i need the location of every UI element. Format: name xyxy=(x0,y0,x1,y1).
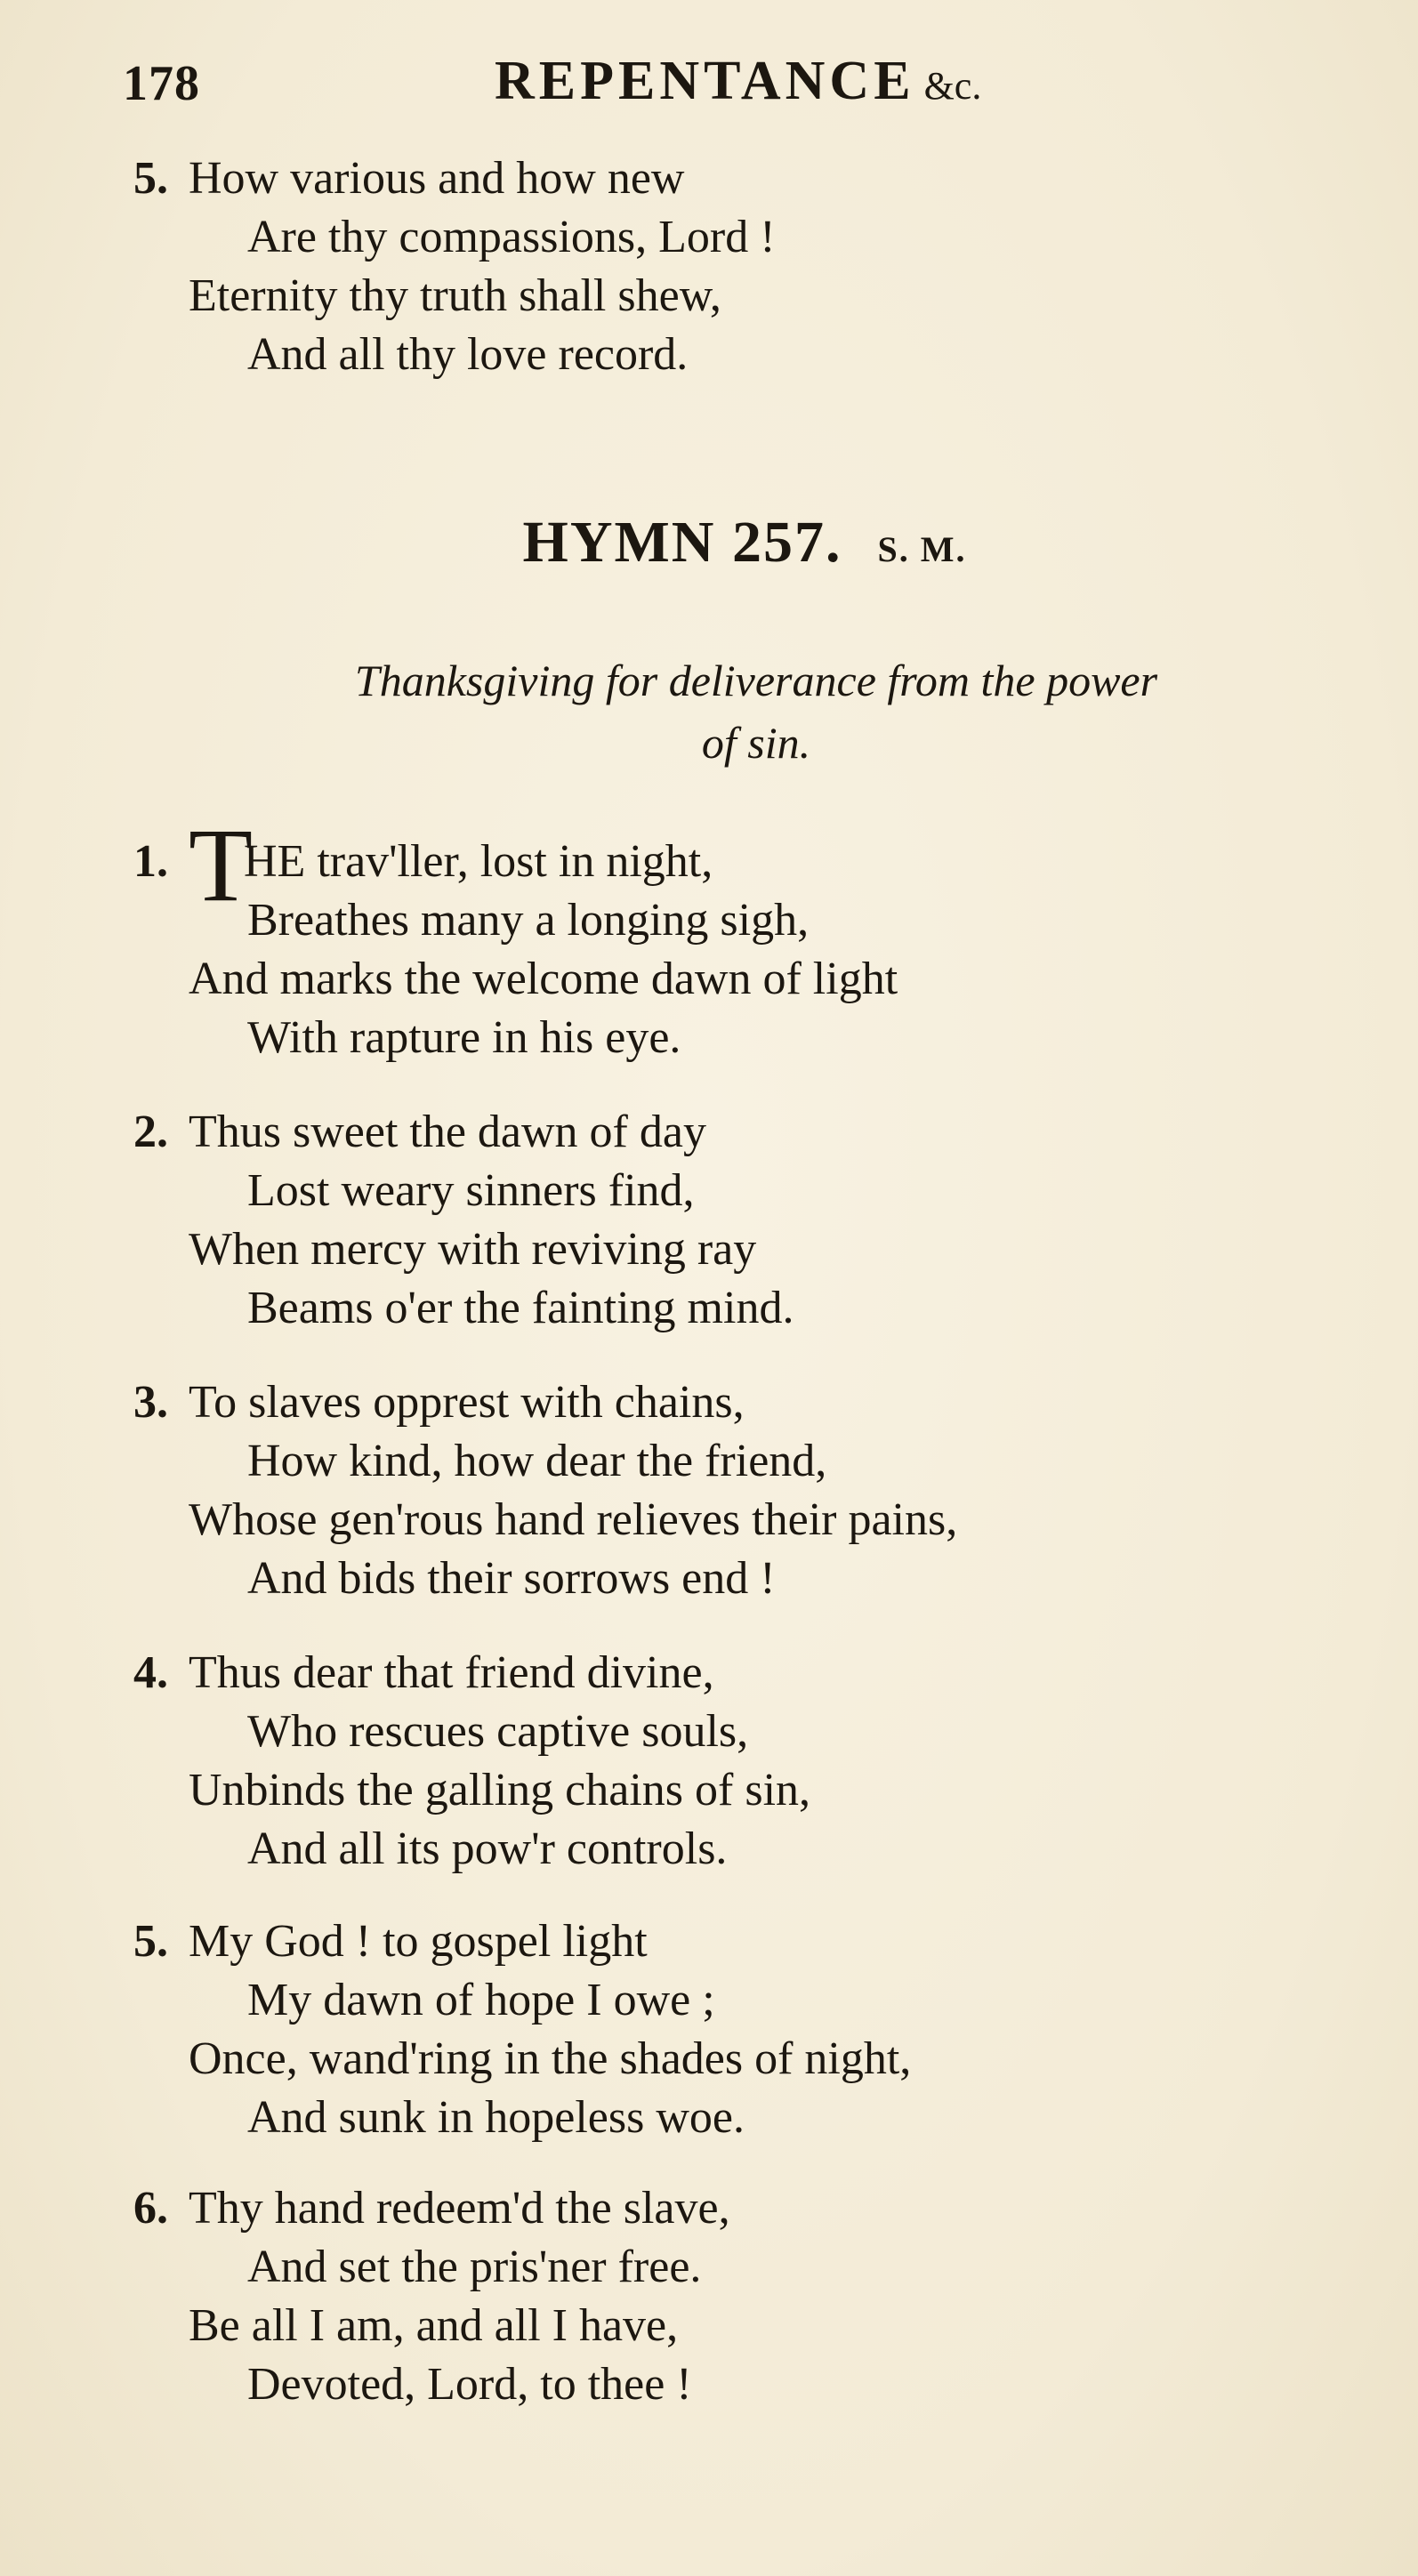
hymn-stanza-3 xyxy=(133,1373,1290,1608)
stanza-number: 4. xyxy=(133,1647,168,1698)
hymn-subtitle xyxy=(187,649,1325,774)
verse-line xyxy=(133,1912,1290,1971)
stanza-number: 1. xyxy=(133,836,168,887)
verse-text: Thus dear that friend divine, xyxy=(189,1647,714,1698)
hymn-subtitle-line: of sin. xyxy=(701,718,811,768)
stanza-number: 2. xyxy=(133,1107,168,1157)
verse-line: And all thy love record. xyxy=(247,329,689,380)
hymn-stanza-1 xyxy=(133,807,1290,1067)
verse-text: To slaves opprest with chains, xyxy=(189,1377,745,1428)
verse-line: My dawn of hope I owe ; xyxy=(247,1975,715,2025)
verse-line: Unbinds the galling chains of sin, xyxy=(189,1765,811,1815)
page-number: 178 xyxy=(123,56,200,111)
drop-cap: T xyxy=(189,807,254,923)
verse-line: Be all I am, and all I have, xyxy=(189,2300,679,2351)
verse-line: And sunk in hopeless woe. xyxy=(247,2092,745,2143)
verse-line: With rapture in his eye. xyxy=(247,1012,681,1063)
stanza-number: 5. xyxy=(133,1916,168,1967)
verse-line: And bids their sorrows end ! xyxy=(247,1553,776,1604)
verse-line: Once, wand'ring in the shades of night, xyxy=(189,2033,912,2084)
stanza-number: 6. xyxy=(133,2183,168,2234)
previous-hymn-stanza-5 xyxy=(133,149,1290,384)
verse-line: And set the pris'ner free. xyxy=(247,2242,702,2292)
hymn-stanza-4 xyxy=(133,1644,1290,1879)
verse-line: Devoted, Lord, to thee ! xyxy=(247,2359,692,2410)
hymn-stanza-5 xyxy=(133,1912,1290,2147)
running-head xyxy=(123,51,1057,126)
stanza-number: 3. xyxy=(133,1377,168,1428)
verse-text: Thy hand redeem'd the slave, xyxy=(189,2183,730,2234)
verse-line: Whose gen'rous hand relieves their pains, xyxy=(189,1494,958,1545)
verse-line xyxy=(133,1373,1290,1432)
hymn-title: HYMN 257. xyxy=(522,510,842,575)
verse-line xyxy=(133,149,1290,208)
verse-text: Thus sweet the dawn of day xyxy=(189,1107,706,1157)
verse-line: Who rescues captive souls, xyxy=(247,1706,749,1757)
verse-line xyxy=(133,2179,1290,2238)
verse-line: Eternity thy truth shall shew, xyxy=(189,270,721,321)
section-title-suffix: &c. xyxy=(923,64,982,108)
verse-line: And all its pow'r controls. xyxy=(247,1823,728,1874)
stanza-number: 5. xyxy=(133,153,168,204)
verse-text: HE trav'ller, lost in night, xyxy=(244,836,713,887)
verse-line: How kind, how dear the friend, xyxy=(247,1436,827,1486)
verse-line: Breathes many a longing sigh, xyxy=(247,895,810,946)
verse-line: Lost weary sinners find, xyxy=(247,1165,695,1216)
verse-line: And marks the welcome dawn of light xyxy=(189,954,898,1004)
hymn-stanza-6 xyxy=(133,2179,1290,2414)
section-title xyxy=(495,50,981,113)
verse-line xyxy=(133,1103,1290,1162)
hymn-subtitle-line: Thanksgiving for deliverance from the power xyxy=(354,656,1158,705)
verse-text: How various and how new xyxy=(189,153,685,204)
verse-text: My God ! to gospel light xyxy=(189,1916,648,1967)
hymn-meter: S. M. xyxy=(877,529,967,569)
hymn-stanza-2 xyxy=(133,1103,1290,1338)
verse-line xyxy=(133,1644,1290,1703)
section-title-text: REPENTANCE xyxy=(495,51,915,111)
hymn-heading xyxy=(0,509,1418,576)
verse-line: When mercy with reviving ray xyxy=(189,1224,757,1275)
verse-line: Beams o'er the fainting mind. xyxy=(247,1283,794,1333)
verse-line: Are thy compassions, Lord ! xyxy=(247,212,776,262)
